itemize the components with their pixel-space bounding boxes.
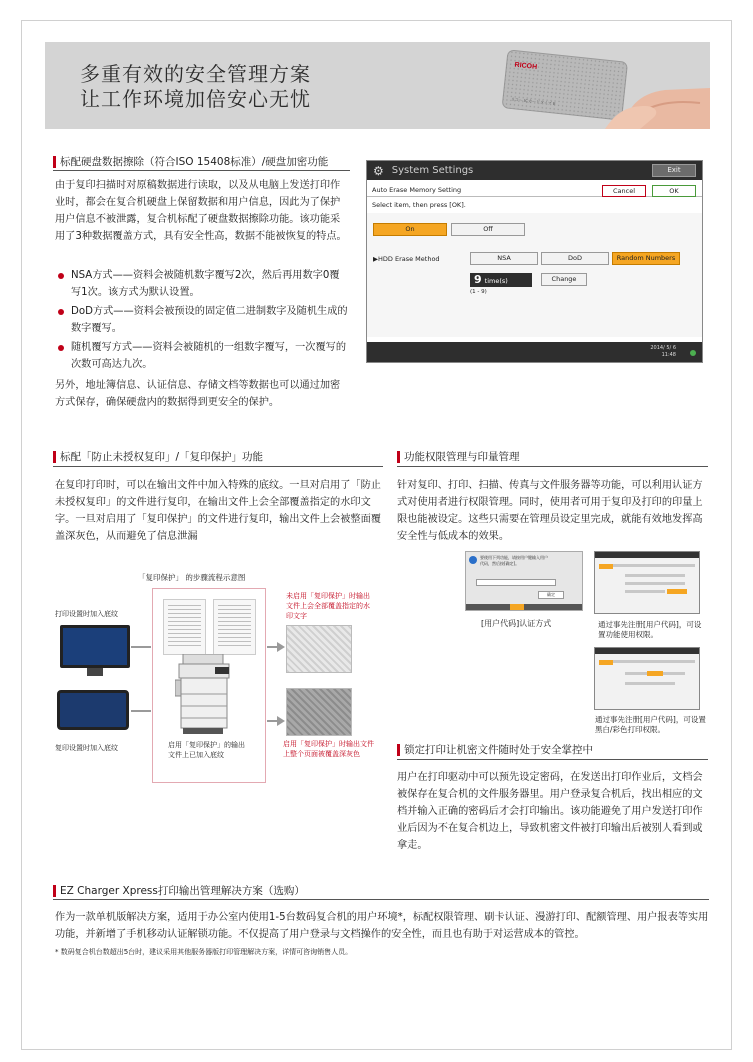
section-heading-copy-protect: 标配「防止未授权复印」/「复印保护」功能 xyxy=(53,449,263,464)
login-prompt: 要使用下列功能，请按用户键输入用户代码，然后按[确定]。 xyxy=(480,555,548,566)
ok-button[interactable]: OK xyxy=(652,185,696,197)
hdd-encryption-note: 另外，地址簿信息、认证信息、存储文档等数据也可以通过加密方式保存，确保硬盘内的数据得到更安全的保护。 xyxy=(55,380,341,408)
locked-print-text: 用户在打印驱动中可以预先设定密码，在发送出打印作业后，文档会被保存在复合机的文件服务器里。用户登录复合机后，找出相应的文档并输入正确的密码后才会打印输出。该功能避免了用户发送打印作业后因为不在复合机边上，导致机密文件被打印输出后被别人看到或拿走。 xyxy=(397,772,703,851)
label-protected-result: 启用「复印保护」时输出文件上整个页面被覆盖深灰色 xyxy=(283,740,374,758)
status-indicator-icon xyxy=(690,350,696,356)
diagram-title: 「复印保护」 的步骤流程示意图 xyxy=(138,573,246,582)
dod-button[interactable]: DoD xyxy=(541,252,609,265)
document-sheet xyxy=(213,599,256,655)
on-button[interactable]: On xyxy=(373,223,447,236)
erase-method-list xyxy=(55,267,348,375)
caption-color-permission: 通过事先注册[用户代码]，可设置黑白/彩色打印权限。 xyxy=(595,715,706,734)
label-copy-setting: 复印设置时加入底纹 xyxy=(55,744,118,752)
label-unprotected-result: 未启用「复印保护」时输出文件上会全部覆盖指定的水印文字 xyxy=(286,592,370,620)
system-settings-screen xyxy=(366,160,703,363)
ez-charger-text: 作为一款单机版解决方案，适用于办公室内使用1-5台数码复合机的用户环境*，标配权限管理、刷卡认证、漫游打印、配额管理、用户报表等实用功能，并新增了手机移动认证解锁功能。不仅提高了用户登录与文档操作的安全性，而且也有助于对运营成本的管控。 xyxy=(55,912,709,940)
cancel-button[interactable]: Cancel xyxy=(602,185,646,197)
random-numbers-button[interactable]: Random Numbers xyxy=(612,252,680,265)
copier-panel-icon xyxy=(57,690,129,730)
divider xyxy=(53,899,709,900)
section-heading-hdd-erase: 标配硬盘数据擦除（符合ISO 15408标准）/硬盘加密功能 xyxy=(53,154,328,169)
card-text: リコー ICカードタイプ E xyxy=(510,96,556,107)
divider xyxy=(53,466,383,467)
card-brand-logo: RICOH xyxy=(514,61,538,71)
computer-monitor-icon xyxy=(60,625,130,668)
caption-function-permission: 通过事先注册[用户代码]，可设置功能使用权限。 xyxy=(598,620,702,639)
list-item: NSA方式——资料会被随机数字覆写2次，然后再用数字0覆写1次。该方式为默认设置。 xyxy=(55,267,348,301)
divider xyxy=(53,170,350,171)
instruction-text: Select item, then press [OK]. xyxy=(372,201,466,209)
info-icon xyxy=(469,556,477,564)
user-code-login-screen xyxy=(465,551,583,611)
permission-text: 针对复印、打印、扫描、传真与文件服务器等功能，可以利用认证方式对使用者进行权限管理。同时，使用者可用于复印及打印的印量上限也能被设定。这些只需要在管理员设定里完成，就能有效地发挥高安全性与低成本的效果。 xyxy=(397,480,703,542)
settings-title: System Settings xyxy=(391,165,474,176)
login-ok-button[interactable]: 确定 xyxy=(538,591,564,599)
erase-method-label: ▶HDD Erase Method xyxy=(373,255,440,263)
range-hint: (1 - 9) xyxy=(470,289,487,295)
gear-icon: ⚙ xyxy=(373,163,384,178)
divider xyxy=(397,466,708,467)
list-item: DoD方式——资料会被预设的固定值二进制数字及随机生成的数字覆写。 xyxy=(55,303,348,337)
hdd-erase-intro: 由于复印扫描时对原稿数据进行读取，以及从电脑上发送打印作业时，都会在复合机硬盘上保留数据和用户信息，因此为了保护用户信息不被泄露，复合机标配了硬盘数据擦除功能。该功能采用了3种数据覆盖方式，具有安全性高，数据不能被恢复的特点。 xyxy=(55,180,347,242)
settings-titlebar xyxy=(367,161,702,180)
date-time: 2014/ 5/ 6 11:48 xyxy=(650,345,676,358)
change-button[interactable]: Change xyxy=(541,273,587,286)
copy-protect-text: 在复印打印时，可以在输出文件中加入特殊的底纹。一旦对启用了「防止未授权复印」的文件进行复印，在输出文件上会全部覆盖指定的水印文字。一旦对启用了「复印保护」的文件进行复印，输出文件上会被整面覆盖深灰色，从而避免了信息泄漏 xyxy=(55,480,381,542)
divider xyxy=(397,759,708,760)
section-heading-ez-charger: EZ Charger Xpress打印输出管理解决方案（选购） xyxy=(53,883,305,898)
times-value-display: 9 time(s) xyxy=(470,273,532,287)
off-button[interactable]: Off xyxy=(451,223,525,236)
document-sheet xyxy=(163,599,206,655)
label-enabled-output: 启用「复印保护」的输出文件上已加入底纹 xyxy=(168,741,245,759)
ic-card-hand-image xyxy=(475,48,710,129)
header-banner xyxy=(45,42,710,129)
caption-user-code-auth: [用户代码]认证方式 xyxy=(481,619,552,628)
user-code-input[interactable] xyxy=(476,579,556,586)
section-heading-permission: 功能权限管理与印量管理 xyxy=(397,449,520,464)
page-title: 多重有效的安全管理方案 让工作环境加倍安心无忧 xyxy=(80,62,311,111)
list-item: 随机覆写方式——资料会被随机的一组数字覆写，一次覆写的次数可高达九次。 xyxy=(55,339,348,373)
watermark-output-image xyxy=(286,625,352,673)
exit-button[interactable]: Exit xyxy=(652,164,696,177)
section-heading-locked-print: 锁定打印让机密文件随时处于安全掌控中 xyxy=(397,742,593,757)
menu-item-auto-erase: Auto Erase Memory Setting xyxy=(367,183,702,197)
label-print-setting: 打印设置时加入底纹 xyxy=(55,610,118,618)
color-permission-screen xyxy=(594,647,700,710)
footnote: * 数码复合机台数超出5台时，建议采用其他服务器版打印管理解决方案，详情可咨询销售人员。 xyxy=(55,948,353,956)
gray-output-image xyxy=(286,688,352,736)
function-permission-screen xyxy=(594,551,700,614)
mfp-printer-image xyxy=(175,654,238,734)
nsa-button[interactable]: NSA xyxy=(470,252,538,265)
